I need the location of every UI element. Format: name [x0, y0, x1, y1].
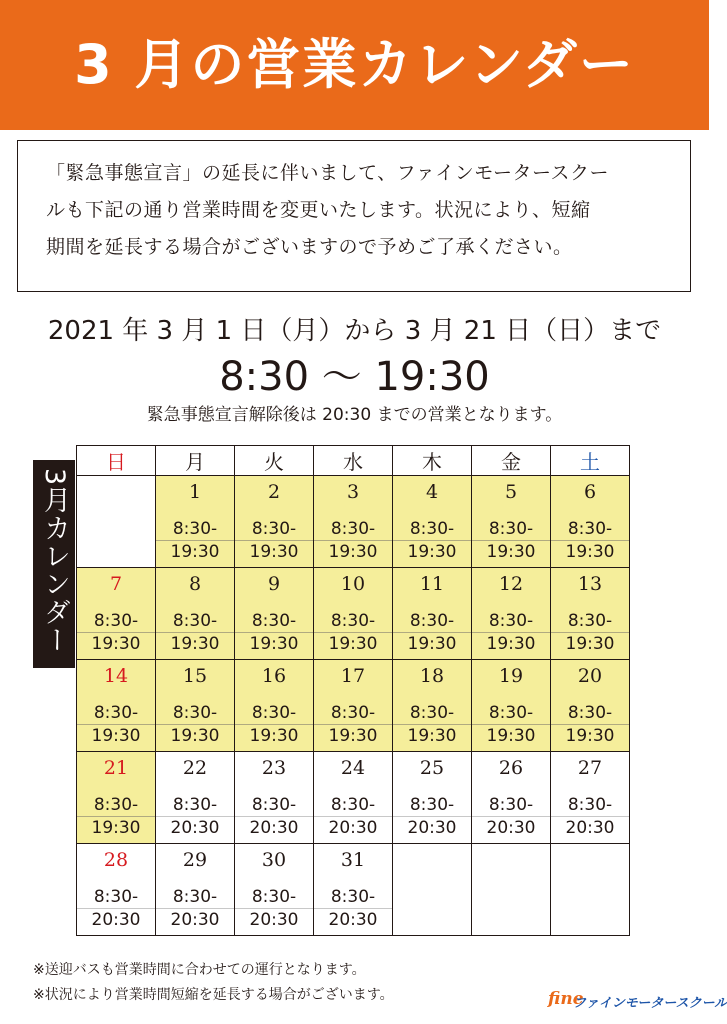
calendar-week-row: [77, 660, 630, 752]
close-time: 19:30: [156, 540, 234, 563]
calendar-week-row: [77, 476, 630, 568]
weekday-wed: 水: [314, 446, 393, 476]
close-time: 19:30: [551, 724, 629, 747]
calendar-day-cell: [235, 568, 314, 660]
day-number: 26: [498, 757, 524, 779]
school-logo: [548, 989, 727, 1013]
day-number: 24: [340, 757, 366, 779]
close-time: 19:30: [472, 724, 550, 747]
day-number: 28: [103, 849, 129, 871]
period-text: 2021 年 3 月 1 日（月）から 3 月 21 日（日）まで: [47, 316, 662, 346]
footnote-1: ※送迎バスも営業時間に合わせての運行となります。: [33, 962, 366, 978]
calendar-day-cell: [156, 844, 235, 936]
close-time: 19:30: [472, 632, 550, 655]
close-time: 20:30: [156, 816, 234, 839]
open-time: 8:30-: [409, 611, 455, 631]
open-time: 8:30-: [488, 519, 534, 539]
day-number: 15: [182, 665, 208, 687]
open-time: 8:30-: [330, 795, 376, 815]
close-time: 20:30: [235, 816, 313, 839]
calendar-day-cell: [314, 476, 393, 568]
open-time: 8:30-: [567, 611, 613, 631]
open-time: 8:30-: [567, 795, 613, 815]
calendar-day-cell: [551, 660, 630, 752]
close-time: 19:30: [156, 724, 234, 747]
footnote-2: ※状況により営業時間短縮を延長する場合がございます。: [33, 987, 394, 1003]
day-number: 18: [419, 665, 445, 687]
day-number: 29: [182, 849, 208, 871]
open-time: 8:30-: [251, 519, 297, 539]
close-time: 19:30: [77, 724, 155, 747]
day-number: 31: [340, 849, 366, 871]
open-time: 8:30-: [172, 795, 218, 815]
day-number: 5: [504, 481, 518, 503]
close-time: 20:30: [314, 908, 392, 931]
calendar-day-cell: [77, 660, 156, 752]
open-time: 8:30-: [251, 703, 297, 723]
calendar-day-cell: [472, 660, 551, 752]
footnotes: [33, 958, 394, 1008]
open-time: 8:30-: [172, 519, 218, 539]
logo-mark: fine: [548, 989, 584, 1009]
day-number: 14: [103, 665, 129, 687]
header-banner: [0, 0, 709, 130]
open-time: 8:30-: [567, 703, 613, 723]
close-time: 19:30: [235, 724, 313, 747]
calendar-empty-cell: [77, 476, 156, 568]
close-time: 19:30: [393, 632, 471, 655]
close-time: 19:30: [156, 632, 234, 655]
day-number: 17: [340, 665, 366, 687]
weekday-header-row: [77, 446, 630, 476]
weekday-fri: 金: [472, 446, 551, 476]
calendar-day-cell: [156, 752, 235, 844]
open-time: 8:30-: [409, 795, 455, 815]
open-time: 8:30-: [93, 703, 139, 723]
close-time: 19:30: [551, 632, 629, 655]
open-time: 8:30-: [251, 795, 297, 815]
open-time: 8:30-: [409, 519, 455, 539]
open-time: 8:30-: [330, 887, 376, 907]
open-time: 8:30-: [488, 795, 534, 815]
calendar-day-cell: [551, 752, 630, 844]
day-number: 23: [261, 757, 287, 779]
calendar-tab-text: 3月カレンダー: [39, 468, 70, 655]
close-time: 19:30: [472, 540, 550, 563]
notice-line-1: 「緊急事態宣言」の延長に伴いまして、ファインモータースクー: [46, 162, 610, 184]
close-time: 20:30: [551, 816, 629, 839]
day-number: 22: [182, 757, 208, 779]
logo-name: ファインモータースクール: [573, 996, 727, 1011]
close-time: 19:30: [77, 632, 155, 655]
business-hours: 8:30 ～ 19:30: [219, 354, 490, 400]
close-time: 19:30: [77, 816, 155, 839]
calendar-day-cell: [235, 752, 314, 844]
day-number: 4: [425, 481, 439, 503]
calendar-day-cell: [551, 476, 630, 568]
open-time: 8:30-: [251, 887, 297, 907]
close-time: 19:30: [314, 540, 392, 563]
day-number: 20: [577, 665, 603, 687]
day-number: 8: [188, 573, 202, 595]
calendar-day-cell: [393, 476, 472, 568]
calendar-empty-cell: [472, 844, 551, 936]
calendar-day-cell: [314, 568, 393, 660]
close-time: 20:30: [314, 816, 392, 839]
calendar-day-cell: [393, 752, 472, 844]
open-time: 8:30-: [567, 519, 613, 539]
calendar-week-row: [77, 752, 630, 844]
close-time: 20:30: [156, 908, 234, 931]
close-time: 20:30: [472, 816, 550, 839]
calendar-tab-label: [33, 460, 75, 668]
calendar-day-cell: [77, 844, 156, 936]
open-time: 8:30-: [172, 611, 218, 631]
close-time: 19:30: [235, 540, 313, 563]
calendar-week-row: [77, 844, 630, 936]
calendar-day-cell: [393, 660, 472, 752]
notice-box: [17, 140, 691, 292]
day-number: 13: [577, 573, 603, 595]
day-number: 19: [498, 665, 524, 687]
close-time: 19:30: [393, 540, 471, 563]
calendar-day-cell: [156, 660, 235, 752]
open-time: 8:30-: [93, 795, 139, 815]
day-number: 3: [346, 481, 360, 503]
close-time: 19:30: [314, 632, 392, 655]
calendar-empty-cell: [393, 844, 472, 936]
day-number: 2: [267, 481, 281, 503]
open-time: 8:30-: [93, 887, 139, 907]
weekday-mon: 月: [156, 446, 235, 476]
day-number: 1: [188, 481, 202, 503]
calendar-day-cell: [77, 752, 156, 844]
calendar-day-cell: [314, 752, 393, 844]
open-time: 8:30-: [330, 519, 376, 539]
calendar-day-cell: [472, 476, 551, 568]
calendar-day-cell: [472, 752, 551, 844]
open-time: 8:30-: [488, 703, 534, 723]
close-time: 19:30: [393, 724, 471, 747]
day-number: 12: [498, 573, 524, 595]
weekday-sun: 日: [77, 446, 156, 476]
calendar-day-cell: [235, 660, 314, 752]
day-number: 9: [267, 573, 281, 595]
calendar-day-cell: [156, 568, 235, 660]
day-number: 11: [419, 573, 445, 595]
weekday-tue: 火: [235, 446, 314, 476]
close-time: 19:30: [314, 724, 392, 747]
calendar-day-cell: [235, 844, 314, 936]
day-number: 30: [261, 849, 287, 871]
day-number: 21: [103, 757, 129, 779]
page-title: 3 月の営業カレンダー: [74, 33, 635, 96]
weekday-sat: 土: [551, 446, 630, 476]
calendar-day-cell: [156, 476, 235, 568]
close-time: 19:30: [551, 540, 629, 563]
day-number: 7: [109, 573, 123, 595]
notice-line-3: 期間を延長する場合がございますので予めご了承ください。: [46, 236, 573, 258]
post-emergency-note: 緊急事態宣言解除後は 20:30 までの営業となります。: [146, 405, 563, 425]
close-time: 20:30: [393, 816, 471, 839]
calendar-day-cell: [235, 476, 314, 568]
calendar-day-cell: [77, 568, 156, 660]
day-number: 25: [419, 757, 445, 779]
open-time: 8:30-: [330, 703, 376, 723]
open-time: 8:30-: [409, 703, 455, 723]
notice-line-2: ルも下記の通り営業時間を変更いたします。状況により、短縮: [46, 199, 591, 221]
open-time: 8:30-: [172, 703, 218, 723]
open-time: 8:30-: [488, 611, 534, 631]
close-time: 20:30: [235, 908, 313, 931]
calendar-day-cell: [314, 660, 393, 752]
calendar-day-cell: [314, 844, 393, 936]
calendar-day-cell: [551, 568, 630, 660]
close-time: 19:30: [235, 632, 313, 655]
day-number: 27: [577, 757, 603, 779]
open-time: 8:30-: [172, 887, 218, 907]
day-number: 16: [261, 665, 287, 687]
calendar-day-cell: [472, 568, 551, 660]
open-time: 8:30-: [93, 611, 139, 631]
calendar-table: [76, 445, 630, 936]
open-time: 8:30-: [251, 611, 297, 631]
calendar-day-cell: [393, 568, 472, 660]
day-number: 10: [340, 573, 366, 595]
close-time: 20:30: [77, 908, 155, 931]
calendar-week-row: [77, 568, 630, 660]
open-time: 8:30-: [330, 611, 376, 631]
day-number: 6: [583, 481, 597, 503]
calendar-empty-cell: [551, 844, 630, 936]
weekday-thu: 木: [393, 446, 472, 476]
